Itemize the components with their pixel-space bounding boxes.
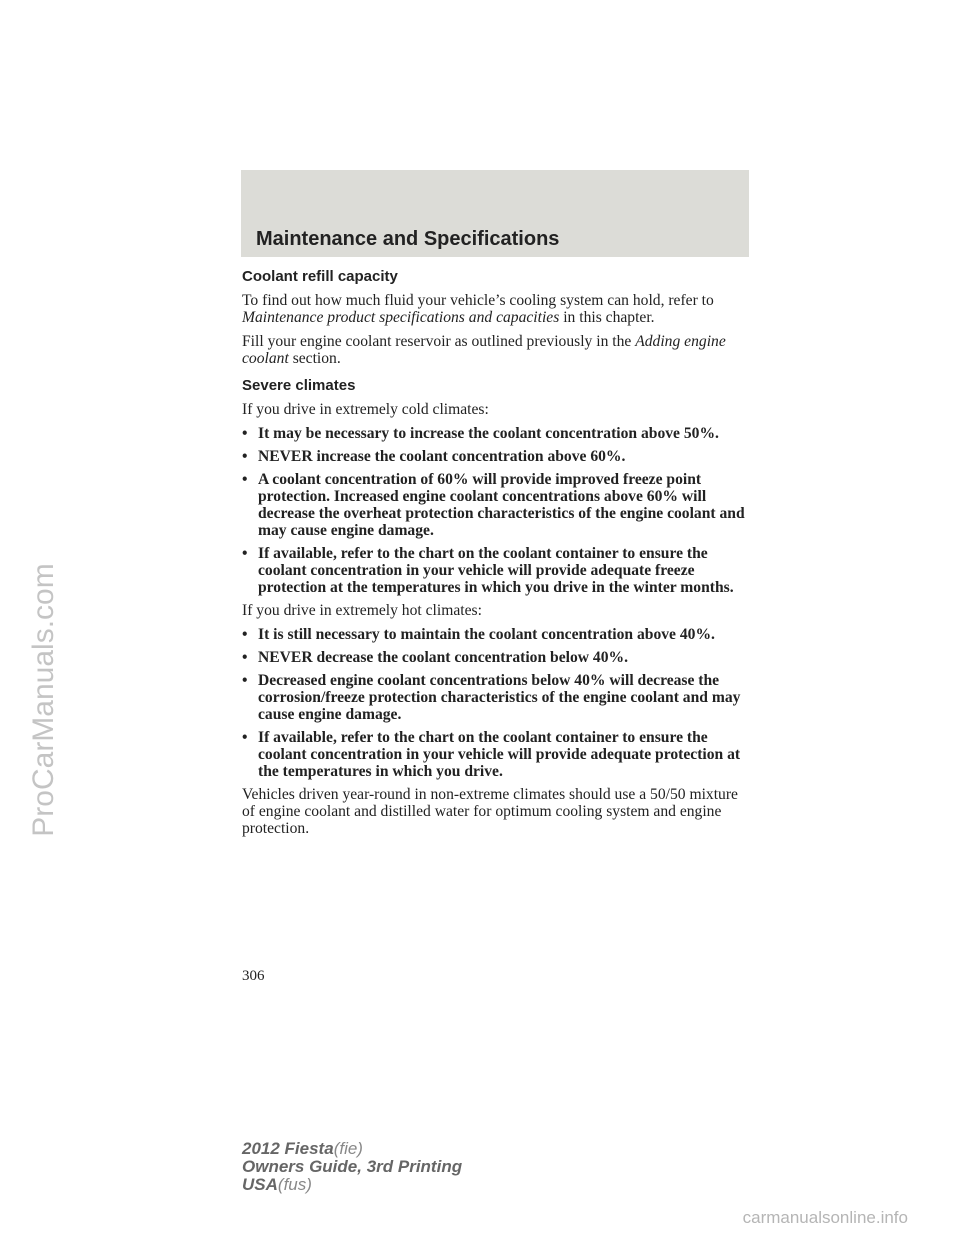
list-item: • It may be necessary to increase the coolant concentration above 50%.: [242, 425, 719, 442]
footer-line-model: 2012 Fiesta(fie): [242, 1139, 363, 1158]
refill-heading: Coolant refill capacity: [242, 268, 398, 285]
footer-line-guide: Owners Guide, 3rd Printing: [242, 1157, 463, 1176]
refill-paragraph-1: To find out how much fluid your vehicle’s cooling system can hold, refer to Maintenance product specifications and capacities in this chapter.: [242, 292, 714, 326]
bullet-icon: •: [242, 425, 248, 442]
cold-climates-intro: If you drive in extremely cold climates:: [242, 401, 489, 418]
severe-climates-heading: Severe climates: [242, 377, 356, 394]
section-header-band: [241, 170, 749, 257]
document-footer: [242, 1140, 462, 1194]
bullet-icon: •: [242, 672, 248, 689]
list-item: • If available, refer to the chart on the coolant container to ensure the coolant concentration in your vehicle will provide adequate protection at the temperatures in which you drive.: [242, 729, 741, 780]
bullet-icon: •: [242, 649, 248, 666]
bullet-icon: •: [242, 448, 248, 465]
footer-line-region: USA(fus): [242, 1175, 312, 1194]
bullet-icon: •: [242, 729, 248, 746]
page-content: [242, 268, 754, 844]
hot-climate-list: [242, 626, 754, 780]
section-title: Maintenance and Specifications: [256, 228, 560, 250]
refill-paragraph-2: Fill your engine coolant reservoir as outlined previously in the Adding engine coolant section.: [242, 333, 726, 367]
bottom-watermark: carmanualsonline.info: [742, 1208, 908, 1227]
cross-reference: Maintenance product specifications and capacities: [242, 309, 560, 326]
list-item: • It is still necessary to maintain the coolant concentration above 40%.: [242, 626, 715, 643]
closing-paragraph: Vehicles driven year-round in non-extreme climates should use a 50/50 mixture of engine coolant and distilled water for optimum cooling system and engine protection.: [242, 786, 738, 837]
bullet-icon: •: [242, 626, 248, 643]
page-number: 306: [242, 968, 265, 984]
list-item: • If available, refer to the chart on the coolant container to ensure the coolant concentration in your vehicle will provide adequate freeze protection at the temperatures in which you drive in the winter months.: [242, 545, 734, 596]
list-item: • Decreased engine coolant concentrations below 40% will decrease the corrosion/freeze protection characteristics of the engine coolant and may cause engine damage.: [242, 672, 741, 723]
cold-climate-list: [242, 425, 754, 596]
list-item: • NEVER increase the coolant concentration above 60%.: [242, 448, 626, 465]
cross-reference: Adding engine coolant: [242, 333, 726, 367]
list-item: • NEVER decrease the coolant concentration below 40%.: [242, 649, 629, 666]
side-watermark: ProCarManuals.com: [27, 563, 60, 837]
bullet-icon: •: [242, 545, 248, 562]
hot-climates-intro: If you drive in extremely hot climates:: [242, 602, 482, 619]
list-item: • A coolant concentration of 60% will provide improved freeze point protection. Increased engine coolant concentrations above 60% will decrease the overheat protection characteristics of the engine coolant and may cause engine damage.: [242, 471, 745, 539]
bullet-icon: •: [242, 471, 248, 488]
